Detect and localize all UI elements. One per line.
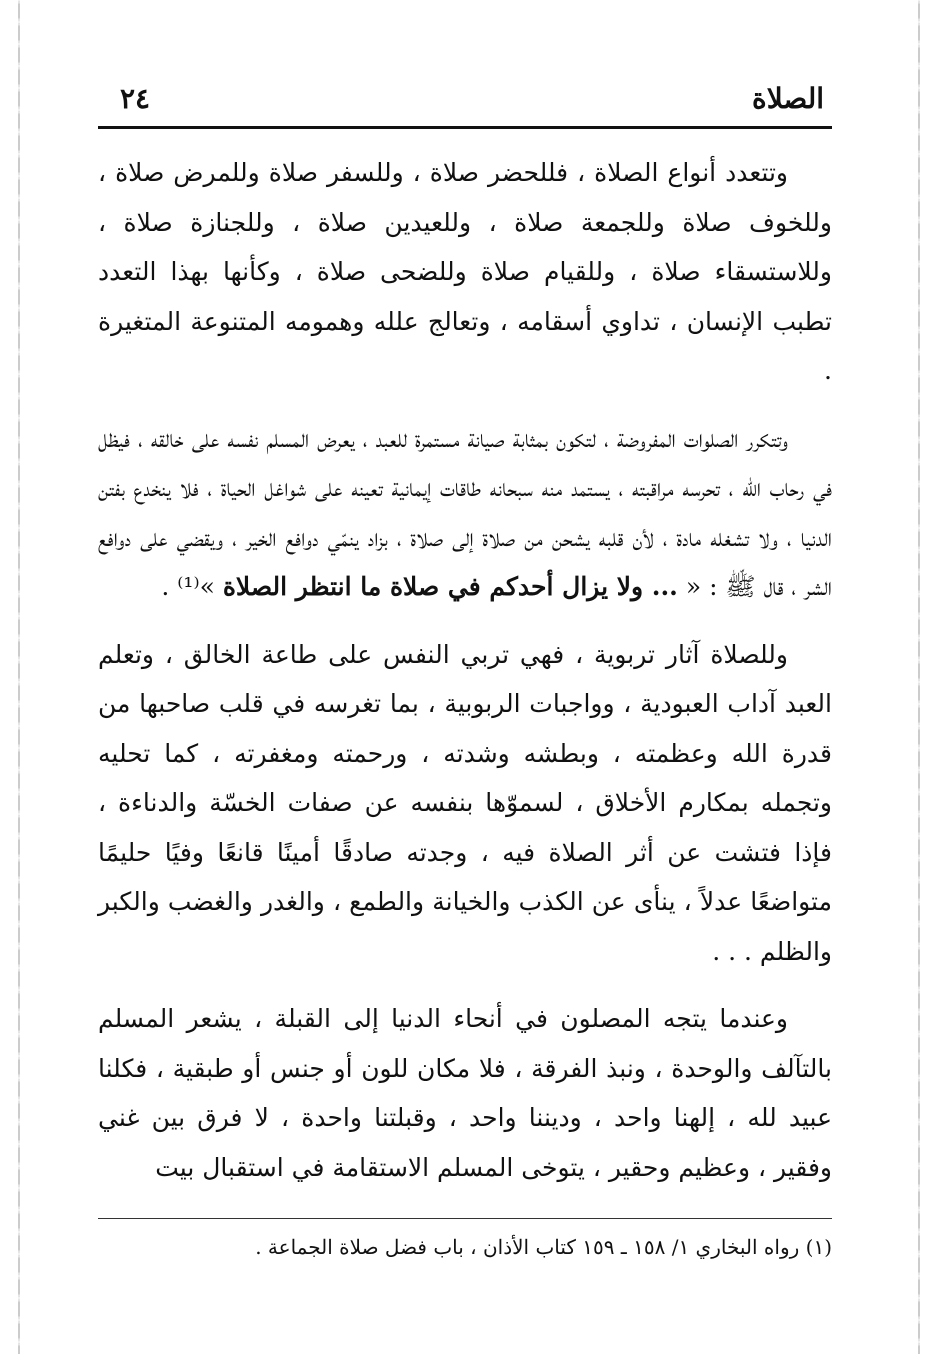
paragraph-3 xyxy=(98,630,832,977)
footnote-rule xyxy=(98,1218,832,1219)
footnote: (١) رواه البخاري ١/ ١٥٨ ـ ١٥٩ كتاب الأذان ، باب فضل صلاة الجماعة . xyxy=(255,1235,832,1259)
paragraph-1 xyxy=(98,148,832,396)
page-number: ٢٤ xyxy=(120,82,151,115)
scan-margin-dots xyxy=(18,0,20,1354)
scan-margin-dots xyxy=(918,0,920,1354)
paragraph-text: وعندما يتجه المصلون في أنحاء الدنيا إلى القبلة ، يشعر المسلم بالتآلف والوحدة ، ونبذ الفرقة ، فلا مكان للون أو جنس أو طبقية ، فكلنا عبيد لله ، إلهنا واحد ، وديننا واحد ، وقبلتنا واحدة ، لا فرق بين غني وفقير ، وعظيم وحقير ، يتوخى المسلم الاستقامة في استقبال بيت xyxy=(98,1004,832,1182)
paragraph-text: وللصلاة آثار تربوية ، فهي تربي النفس على طاعة الخالق ، وتعلم العبد آداب العبودية ، وواجبات الربوبية ، بما تغرسه في قلب صاحبها من قدرة الله وعظمته ، وبطشه وشدته ، ورحمته ومغفرته ، كما تحليه وتجمله بمكارم الأخلاق ، لسموّها بنفسه عن صفات الخسّة والدناءة ، فإذا فتشت عن أثر الصلاة فيه ، وجدته صادقًا أمينًا قانعًا وفيًا حليمًا متواضعًا عدلاً ، ينأى عن الكذب والخيانة والطمع ، والغدر والغضب والكبر والظلم . . . xyxy=(98,639,832,966)
paragraph-text-main: وتتكرر الصلوات المفروضة ، لتكون بمثابة صيانة مستمرة للعبد ، يعرض المسلم نفسه على خالقه ، فيظل في رحاب الله ، تحرسه مراقبته ، يستمد منه سبحانه طاقات إيمانية تعينه على شواغل الحياة ، فلا ينخدع بفتن الدنيا ، ولا تشغله مادة ، لأن قلبه يشحن من صلاة إلى صلاة ، بزاد ينمّي دوافع الخير ، ويقضي على دوافع الشر ، قال ﷺ : « xyxy=(98,423,832,601)
quote-close-footnote-ref: »⁽¹⁾ . xyxy=(161,572,223,601)
page-header xyxy=(98,78,832,126)
hadith-quote: ... ولا يزال أحدكم في صلاة ما انتظر الصلاة xyxy=(222,572,678,601)
paragraph-text: وتتعدد أنواع الصلاة ، فللحضر صلاة ، وللسفر صلاة وللمرض صلاة ، وللخوف صلاة وللجمعة صلاة ، وللعيدين صلاة ، وللجنازة صلاة ، وللاستسقاء صلاة ، وللقيام صلاة وللضحى صلاة ، وكأنها بهذا التعدد تطبب الإنسان ، تداوي أسقامه ، وتعالج علله وهمومه المتنوعة المتغيرة . xyxy=(98,158,832,385)
header-rule xyxy=(98,126,832,129)
paragraph-4 xyxy=(98,994,832,1192)
body-text xyxy=(98,148,832,1210)
running-title: الصلاة xyxy=(752,82,824,115)
paragraph-text xyxy=(98,414,832,612)
paragraph-2 xyxy=(98,414,832,612)
